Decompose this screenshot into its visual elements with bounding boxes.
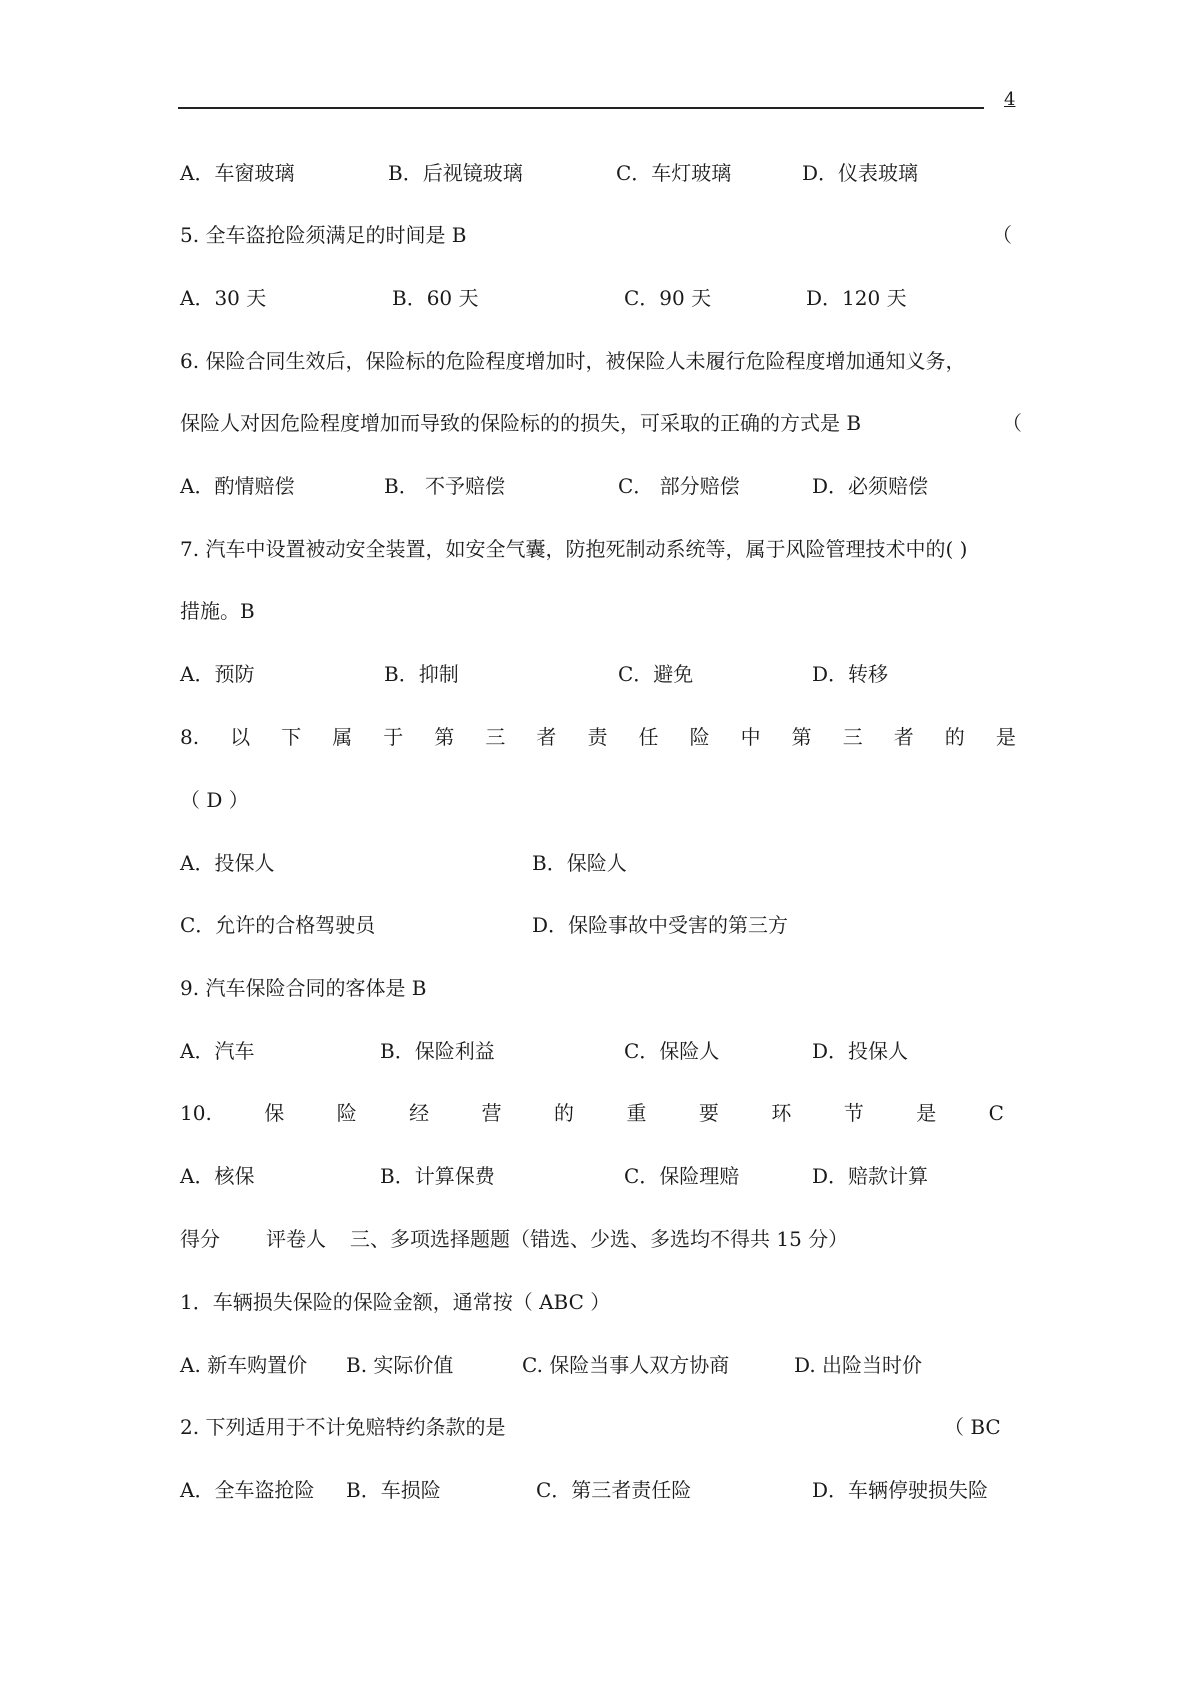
- q6-option-c: C． 部分赔偿: [618, 474, 740, 498]
- q10-word: 是: [916, 1101, 937, 1125]
- question-8-answer: （ D ）: [180, 788, 249, 812]
- q8-word: 以: [230, 725, 251, 749]
- q6-option-a: A．酌情赔偿: [180, 474, 295, 498]
- m1-option-a: A. 新车购置价: [180, 1353, 308, 1377]
- q6-option-d: D．必须赔偿: [812, 474, 929, 498]
- q6-option-b: B． 不予赔偿: [384, 474, 506, 498]
- q8-word: 于: [383, 725, 404, 749]
- q4-option-a: A．车窗玻璃: [180, 161, 295, 185]
- question-5-paren: （: [992, 223, 1012, 247]
- q8-word: 任: [638, 725, 659, 749]
- q8-word: 下: [281, 725, 302, 749]
- q8-option-c: C．允许的合格驾驶员: [180, 913, 376, 937]
- q7-option-a: A．预防: [180, 662, 255, 686]
- q8-word: 第: [434, 725, 455, 749]
- q10-word: 营: [481, 1101, 502, 1125]
- q8-word: 的: [944, 725, 965, 749]
- m2-option-d: D．车辆停驶损失险: [812, 1478, 989, 1502]
- q8-word: 者: [536, 725, 557, 749]
- q8-word: 中: [740, 725, 761, 749]
- m1-option-b: B. 实际价值: [346, 1353, 454, 1377]
- q10-word: 经: [409, 1101, 430, 1125]
- question-8-line-1: [180, 724, 1016, 750]
- q10-option-a: A．核保: [180, 1164, 255, 1188]
- multi-question-2-answer: （ BC: [944, 1415, 1001, 1439]
- q10-word: 的: [554, 1101, 574, 1125]
- q9-option-a: A．汽车: [180, 1039, 255, 1063]
- question-6-line-2: 保险人对因危险程度增加而导致的保险标的的损失，可采取的正确的方式是 B: [180, 411, 862, 435]
- q7-option-c: C．避免: [618, 662, 694, 686]
- question-5: 5. 全车盗抢险须满足的时间是 B: [180, 223, 467, 247]
- q8-word: 者: [893, 725, 914, 749]
- q4-option-d: D．仪表玻璃: [802, 161, 919, 185]
- multi-question-1: 1．车辆损失保险的保险金额，通常按（ ABC ）: [180, 1290, 611, 1314]
- m2-option-b: B．车损险: [346, 1478, 441, 1502]
- question-9: 9. 汽车保险合同的客体是 B: [180, 976, 427, 1000]
- q9-option-d: D．投保人: [812, 1039, 909, 1063]
- q10-word: 节: [843, 1101, 864, 1125]
- q5-option-a: A．30 天: [180, 286, 267, 310]
- grader-label: 评卷人: [266, 1227, 326, 1251]
- q8-word: 险: [689, 725, 710, 749]
- question-7-line-1: 7. 汽车中设置被动安全装置，如安全气囊，防抱死制动系统等，属于风险管理技术中的( ): [180, 537, 968, 561]
- q5-option-d: D．120 天: [806, 286, 907, 310]
- q4-option-c: C．车灯玻璃: [616, 161, 732, 185]
- q10-option-c: C．保险理赔: [624, 1164, 740, 1188]
- q10-word: 10.: [180, 1101, 212, 1125]
- m1-option-c: C. 保险当事人双方协商: [522, 1353, 730, 1377]
- q10-option-b: B．计算保费: [380, 1164, 495, 1188]
- question-6-paren: （: [1002, 411, 1022, 435]
- q10-word: 险: [336, 1101, 357, 1125]
- multi-question-2: 2. 下列适用于不计免赔特约条款的是: [180, 1415, 506, 1439]
- section-3-title: 三、多项选择题题（错选、少选、多选均不得共 15 分）: [350, 1227, 849, 1251]
- q7-option-d: D．转移: [812, 662, 889, 686]
- question-10: [180, 1100, 1016, 1126]
- q7-option-b: B．抑制: [384, 662, 459, 686]
- question-7-line-2: 措施。B: [180, 599, 255, 623]
- q8-word: 三: [485, 725, 506, 749]
- q8-option-b: B．保险人: [532, 851, 627, 875]
- header-rule: [178, 107, 984, 109]
- q8-word: 第: [791, 725, 812, 749]
- page-number: 4: [1004, 89, 1016, 110]
- q10-option-d: D．赔款计算: [812, 1164, 929, 1188]
- q8-word: 三: [842, 725, 863, 749]
- q10-word: 环: [771, 1101, 792, 1125]
- q5-option-b: B．60 天: [392, 286, 479, 310]
- question-6-line-1: 6. 保险合同生效后，保险标的危险程度增加时，被保险人未履行危险程度增加通知义务，: [180, 349, 966, 373]
- q8-option-d: D．保险事故中受害的第三方: [532, 913, 789, 937]
- q10-word: C: [988, 1101, 1004, 1125]
- q5-option-c: C．90 天: [624, 286, 712, 310]
- m2-option-a: A．全车盗抢险: [180, 1478, 315, 1502]
- q9-option-c: C．保险人: [624, 1039, 720, 1063]
- q8-word: 责: [587, 725, 608, 749]
- m1-option-d: D. 出险当时价: [794, 1353, 923, 1377]
- q8-word: 属: [332, 725, 353, 749]
- q4-option-b: B．后视镜玻璃: [388, 161, 523, 185]
- q8-word: 是: [995, 725, 1016, 749]
- q10-word: 重: [626, 1101, 647, 1125]
- m2-option-c: C．第三者责任险: [536, 1478, 692, 1502]
- q10-word: 保: [264, 1101, 285, 1125]
- q10-word: 要: [698, 1101, 719, 1125]
- q8-option-a: A．投保人: [180, 851, 275, 875]
- q8-word: 8.: [180, 725, 200, 749]
- score-label: 得分: [180, 1227, 220, 1251]
- q9-option-b: B．保险利益: [380, 1039, 495, 1063]
